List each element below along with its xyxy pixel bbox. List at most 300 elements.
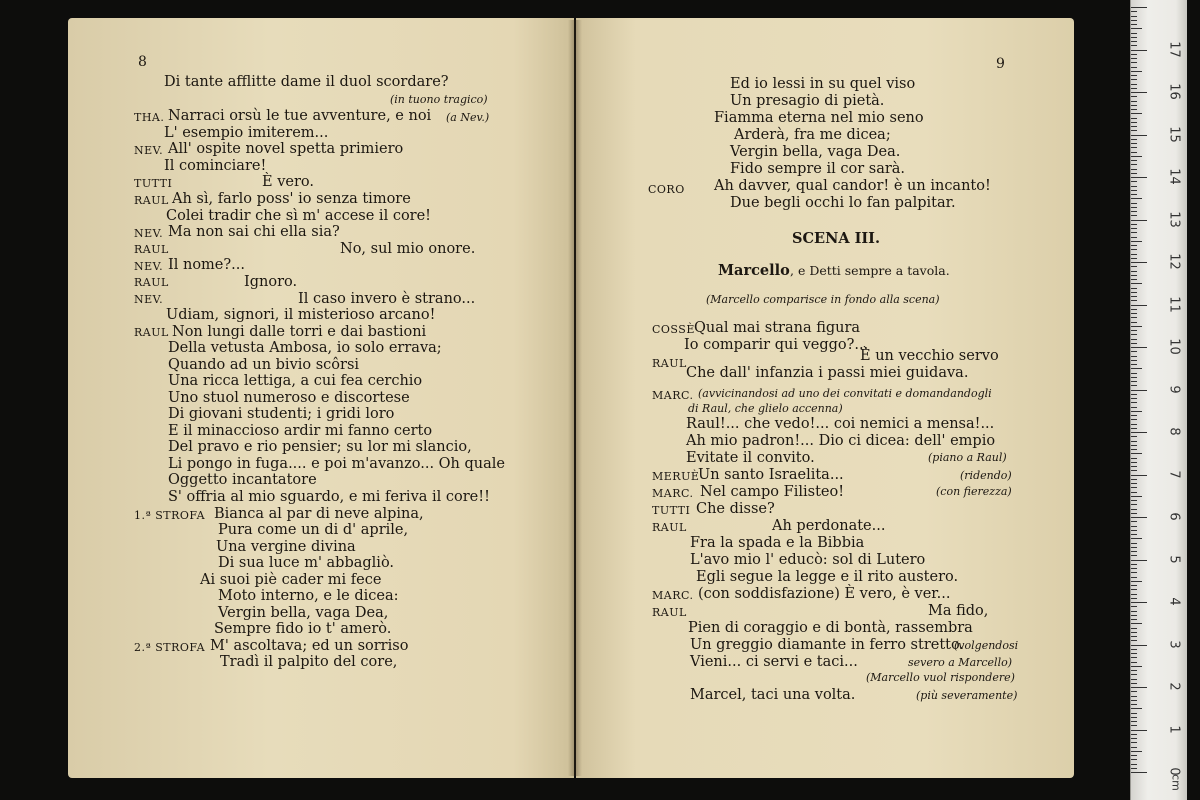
text-line: Non lungi dalle torri e dai bastioni — [172, 324, 427, 340]
ruler-tick — [1131, 177, 1147, 178]
ruler-tick — [1131, 594, 1137, 595]
speaker: TUTTI — [134, 177, 173, 190]
ruler-tick — [1131, 721, 1137, 722]
text-line: Un santo Israelita... — [698, 467, 844, 483]
ruler-tick — [1131, 207, 1137, 208]
ruler-tick — [1131, 759, 1137, 760]
speaker: MARC. — [652, 389, 694, 402]
text-line: Ed io lessi in su quel viso — [730, 76, 916, 92]
ruler-tick — [1131, 547, 1137, 548]
ruler-number: 1 — [1166, 724, 1182, 734]
ruler-tick — [1131, 113, 1142, 114]
ruler-number: 16 — [1166, 83, 1182, 100]
scene-heading: SCENA III. — [792, 230, 881, 247]
ruler-tick — [1131, 402, 1137, 403]
ruler-tick — [1131, 479, 1137, 480]
ruler-tick — [1131, 271, 1137, 272]
ruler-tick — [1131, 241, 1142, 242]
book-gutter — [568, 20, 582, 776]
ruler-tick — [1131, 509, 1137, 510]
ruler-tick — [1131, 7, 1147, 8]
text-line: Bianca al par di neve alpina, — [214, 506, 424, 522]
ruler-tick — [1131, 96, 1137, 97]
text-line: Che dall' infanzia i passi miei guidava. — [686, 365, 969, 381]
stage-direction: (ridendo) — [960, 469, 1012, 482]
ruler-tick — [1131, 232, 1137, 233]
ruler-tick — [1131, 560, 1147, 561]
ruler-tick — [1131, 186, 1137, 187]
ruler-tick — [1131, 598, 1137, 599]
ruler-tick — [1131, 398, 1137, 399]
text-line: Quando ad un bivio scôrsi — [168, 357, 360, 373]
ruler-number: 6 — [1166, 512, 1182, 521]
ruler-number: 4 — [1166, 597, 1182, 606]
ruler-tick — [1131, 521, 1137, 522]
ruler-tick — [1131, 228, 1137, 229]
ruler-tick — [1131, 143, 1137, 144]
ruler-tick — [1131, 581, 1142, 582]
text-line: Ah perdonate... — [772, 518, 886, 534]
ruler-number: 7 — [1166, 469, 1182, 479]
ruler-tick — [1131, 585, 1137, 586]
ruler-tick — [1131, 424, 1137, 425]
speaker: NEV. — [134, 144, 164, 157]
ruler-tick — [1131, 139, 1137, 140]
speaker: RAUL — [134, 243, 169, 256]
speaker: NEV. — [134, 227, 164, 240]
text-line: Di tante afflitte dame il duol scordare? — [164, 74, 449, 90]
ruler-tick — [1131, 747, 1137, 748]
ruler-number: 5 — [1166, 554, 1182, 564]
ruler-number: 9 — [1166, 384, 1182, 394]
text-line: Arderà, fra me dicea; — [734, 127, 891, 143]
ruler-tick — [1131, 41, 1137, 42]
text-line: Due begli occhi lo fan palpitar. — [730, 195, 956, 211]
ruler-tick — [1131, 577, 1137, 578]
ruler-tick — [1131, 640, 1137, 641]
ruler-tick — [1131, 330, 1137, 331]
ruler-tick — [1131, 283, 1142, 284]
ruler-tick — [1131, 79, 1137, 80]
ruler-tick — [1131, 364, 1137, 365]
stage-direction: di Raul, che glielo accenna) — [688, 402, 843, 415]
ruler-tick — [1131, 156, 1142, 157]
ruler-tick — [1131, 734, 1137, 735]
ruler-tick — [1131, 717, 1137, 718]
ruler-number: 8 — [1166, 427, 1182, 436]
ruler-tick — [1131, 343, 1137, 344]
ruler-tick — [1131, 37, 1137, 38]
text-line: Vieni... ci servi e taci... — [690, 654, 858, 670]
ruler-tick — [1131, 572, 1137, 573]
ruler-tick — [1131, 126, 1137, 127]
text-line: È un vecchio servo — [860, 348, 999, 364]
text-line: Che disse? — [696, 501, 775, 517]
stage-direction: (avvicinandosi ad uno dei convitati e domandandogli — [698, 387, 992, 400]
ruler-tick — [1131, 415, 1137, 416]
ruler-tick — [1131, 173, 1137, 174]
right-page — [576, 18, 1074, 778]
ruler-tick — [1131, 615, 1137, 616]
ruler-tick — [1131, 713, 1137, 714]
ruler-tick — [1131, 67, 1137, 68]
ruler-tick — [1131, 700, 1137, 701]
ruler-tick — [1131, 152, 1137, 153]
text-line: E il minaccioso ardir mi fanno certo — [168, 423, 433, 439]
speaker: RAUL — [134, 276, 169, 289]
ruler-tick — [1131, 551, 1137, 552]
ruler-tick — [1131, 279, 1137, 280]
ruler-tick — [1131, 674, 1137, 675]
stage-direction: (piano a Raul) — [928, 451, 1007, 464]
ruler-tick — [1131, 492, 1137, 493]
ruler-tick — [1131, 373, 1137, 374]
text-line: All' ospite novel spetta primiero — [168, 141, 404, 157]
ruler-tick — [1131, 470, 1137, 471]
ruler-tick — [1131, 11, 1137, 12]
text-line: Un presagio di pietà. — [730, 93, 885, 109]
ruler-tick — [1131, 466, 1137, 467]
ruler-tick — [1131, 411, 1142, 412]
text-line: Narraci orsù le tue avventure, e noi — [168, 108, 432, 124]
speaker: NEV. — [134, 260, 164, 273]
ruler-tick — [1131, 475, 1147, 476]
ruler-tick — [1131, 356, 1137, 357]
text-line: L'avo mio l' educò: sol di Lutero — [690, 552, 926, 568]
text-line: Una vergine divina — [216, 539, 356, 555]
stage-direction: (in tuono tragico) — [390, 93, 488, 106]
text-line: Un greggio diamante in ferro stretto. — [690, 637, 965, 653]
ruler-tick — [1131, 530, 1137, 531]
ruler-number: 11 — [1166, 295, 1182, 313]
ruler-tick — [1131, 326, 1142, 327]
text-line: L' esempio imiterem... — [164, 125, 329, 141]
ruler-tick — [1131, 696, 1137, 697]
text-line: Uno stuol numeroso e discortese — [168, 390, 410, 406]
text-line: Ignoro. — [244, 274, 298, 290]
ruler-tick — [1131, 92, 1147, 93]
ruler-tick — [1131, 679, 1137, 680]
ruler-tick — [1131, 394, 1137, 395]
text-line: Nel campo Filisteo! — [700, 484, 845, 500]
ruler-tick — [1131, 360, 1137, 361]
ruler-tick — [1131, 147, 1137, 148]
ruler-tick — [1131, 666, 1142, 667]
ruler-tick — [1131, 309, 1137, 310]
ruler-tick — [1131, 449, 1137, 450]
text-line: Marcel, taci una volta. — [690, 687, 856, 703]
text-line: Il caso invero è strano... — [298, 291, 476, 307]
ruler-tick — [1131, 555, 1137, 556]
speaker: CORO — [648, 183, 685, 196]
text-line: Di sua luce m' abbagliò. — [218, 555, 395, 571]
ruler-tick — [1131, 317, 1137, 318]
text-line: (con soddisfazione) È vero, è ver... — [698, 586, 951, 602]
ruler-tick — [1131, 441, 1137, 442]
text-line: Ma non sai chi ella sia? — [168, 224, 340, 240]
ruler-tick — [1131, 504, 1137, 505]
ruler-tick — [1131, 237, 1137, 238]
text-line: Il cominciare! — [164, 158, 267, 174]
left-page-number: 8 — [138, 54, 147, 70]
ruler-tick — [1131, 645, 1147, 646]
ruler-tick — [1131, 458, 1137, 459]
text-line: Vergin bella, vaga Dea. — [730, 144, 901, 160]
ruler-tick — [1131, 313, 1137, 314]
stage-direction: (più severamente) — [916, 689, 1018, 702]
text-line: È vero. — [262, 174, 314, 190]
ruler-tick — [1131, 33, 1137, 34]
speaker: MARC. — [652, 589, 694, 602]
ruler-number: 14 — [1166, 168, 1182, 185]
ruler-tick — [1131, 445, 1137, 446]
ruler-tick — [1131, 487, 1137, 488]
ruler-tick — [1131, 636, 1137, 637]
ruler-tick — [1131, 730, 1147, 731]
text-line: No, sul mio onore. — [340, 241, 476, 257]
ruler-tick — [1131, 704, 1137, 705]
ruler-tick — [1131, 203, 1137, 204]
ruler-tick — [1131, 288, 1137, 289]
ruler-tick — [1131, 75, 1137, 76]
text-line: Fido sempre il cor sarà. — [730, 161, 906, 177]
ruler-tick — [1131, 568, 1137, 569]
stage-direction: severo a Marcello) — [908, 656, 1013, 669]
ruler-tick — [1131, 254, 1137, 255]
ruler-tick — [1131, 322, 1137, 323]
ruler-tick — [1131, 24, 1137, 25]
text-line: Li pongo in fuga.... e poi m'avanzo... Oh quale — [168, 456, 505, 472]
ruler-tick — [1131, 20, 1137, 21]
ruler-tick — [1131, 296, 1137, 297]
ruler-tick — [1131, 772, 1147, 773]
ruler-tick — [1131, 708, 1142, 709]
stage-direction: (con fierezza) — [936, 485, 1012, 498]
ruler-tick — [1131, 62, 1137, 63]
text-line: Qual mai strana figura — [694, 320, 861, 336]
ruler-tick — [1131, 16, 1137, 17]
ruler-tick — [1131, 628, 1137, 629]
text-line: Pura come un di d' aprile, — [218, 522, 409, 538]
ruler-tick — [1131, 198, 1142, 199]
ruler-tick — [1131, 543, 1137, 544]
speaker: RAUL — [134, 194, 169, 207]
ruler-tick — [1131, 496, 1142, 497]
ruler-tick — [1131, 526, 1137, 527]
speaker: COSSÈ — [652, 323, 695, 336]
ruler-tick — [1131, 220, 1147, 221]
ruler-tick — [1131, 245, 1137, 246]
ruler-tick — [1131, 292, 1137, 293]
text-line: Io comparir qui veggo?... — [684, 337, 869, 353]
ruler-tick — [1131, 538, 1142, 539]
text-line: Sempre fido io t' amerò. — [214, 621, 392, 637]
text-line: M' ascoltava; ed un sorriso — [210, 638, 409, 654]
text-line: Del pravo e rio pensier; su lor mi slancio, — [168, 439, 472, 455]
stage-direction: (a Nev.) — [446, 111, 490, 124]
ruler-tick — [1131, 351, 1137, 352]
ruler-tick — [1131, 436, 1137, 437]
ruler-tick — [1131, 181, 1137, 182]
stage-direction: (volgendosi — [954, 639, 1019, 652]
measuring-ruler — [1130, 0, 1187, 800]
ruler-tick — [1131, 377, 1137, 378]
ruler-tick — [1131, 28, 1142, 29]
ruler-tick — [1131, 419, 1137, 420]
ruler-tick — [1131, 611, 1137, 612]
ruler-tick — [1131, 300, 1137, 301]
ruler-tick — [1131, 71, 1142, 72]
ruler-tick — [1131, 385, 1137, 386]
scene-note: , e Detti sempre a tavola. — [790, 263, 950, 278]
text-line: Tradì il palpito del core, — [220, 654, 398, 670]
speaker: NEV. — [134, 293, 164, 306]
ruler-tick — [1131, 275, 1137, 276]
ruler-tick — [1131, 483, 1137, 484]
ruler-tick — [1131, 564, 1137, 565]
speaker: THA. — [134, 111, 165, 124]
ruler-tick — [1131, 725, 1137, 726]
ruler-tick — [1131, 249, 1137, 250]
speaker: MARC. — [652, 487, 694, 500]
ruler-tick — [1131, 224, 1137, 225]
ruler-tick — [1131, 755, 1137, 756]
ruler-tick — [1131, 58, 1137, 59]
ruler-tick — [1131, 190, 1137, 191]
ruler-tick — [1131, 589, 1137, 590]
text-line: Moto interno, e le dicea: — [218, 588, 399, 604]
ruler-tick — [1131, 768, 1137, 769]
verse-label: 2.ª STROFA — [134, 641, 206, 654]
text-line: Pien di coraggio e di bontà, rassembra — [688, 620, 973, 636]
ruler-tick — [1131, 258, 1137, 259]
ruler-tick — [1131, 619, 1137, 620]
ruler-tick — [1131, 738, 1137, 739]
ruler-tick — [1131, 211, 1137, 212]
speaker: RAUL — [652, 357, 687, 370]
verse-label: 1.ª STROFA — [134, 509, 206, 522]
ruler-number: 0 — [1166, 767, 1182, 776]
ruler-tick — [1131, 602, 1147, 603]
ruler-tick — [1131, 105, 1137, 106]
speaker: RAUL — [652, 521, 687, 534]
speaker: RAUL — [652, 606, 687, 619]
text-line: Una ricca lettiga, a cui fea cerchio — [168, 373, 423, 389]
ruler-tick — [1131, 742, 1137, 743]
text-line: Udiam, signori, il misterioso arcano! — [166, 307, 436, 323]
ruler-tick — [1131, 262, 1147, 263]
text-line: Vergin bella, vaga Dea, — [218, 605, 389, 621]
ruler-tick — [1131, 462, 1137, 463]
text-line: Ah davver, qual candor! è un incanto! — [714, 178, 991, 194]
ruler-tick — [1131, 534, 1137, 535]
ruler-tick — [1131, 122, 1137, 123]
character-name: Marcello — [718, 262, 790, 279]
ruler-tick — [1131, 751, 1142, 752]
speaker: MERUÈ — [652, 470, 700, 483]
ruler-tick — [1131, 683, 1137, 684]
ruler-tick — [1131, 649, 1137, 650]
ruler-tick — [1131, 164, 1137, 165]
right-page-number: 9 — [996, 56, 1005, 72]
text-line: Colei tradir che sì m' accese il core! — [166, 208, 432, 224]
ruler-tick — [1131, 687, 1147, 688]
ruler-tick — [1131, 691, 1137, 692]
ruler-tick — [1131, 428, 1137, 429]
ruler-number: 10 — [1166, 338, 1182, 355]
ruler-tick — [1131, 432, 1147, 433]
ruler-tick — [1131, 334, 1137, 335]
ruler-tick — [1131, 662, 1137, 663]
ruler-tick — [1131, 305, 1147, 306]
text-line: Fra la spada e la Bibbia — [690, 535, 865, 551]
ruler-tick — [1131, 101, 1137, 102]
ruler-number: 17 — [1166, 40, 1182, 58]
ruler-tick — [1131, 368, 1142, 369]
ruler-tick — [1131, 390, 1147, 391]
ruler-tick — [1131, 118, 1137, 119]
ruler-number: 12 — [1166, 253, 1182, 270]
ruler-tick — [1131, 45, 1137, 46]
text-line: Ah sì, farlo poss' io senza timore — [172, 191, 411, 207]
ruler-tick — [1131, 50, 1147, 51]
ruler-tick — [1131, 764, 1137, 765]
text-line: S' offria al mio sguardo, e mi feriva il core!! — [168, 489, 490, 505]
ruler-unit: cm — [1169, 774, 1183, 791]
ruler-tick — [1131, 670, 1137, 671]
text-line: Il nome?... — [168, 257, 245, 273]
speaker: RAUL — [134, 326, 169, 339]
text-line: Raul!... che vedo!... coi nemici a mensa!... — [686, 416, 995, 432]
text-line: Fiamma eterna nel mio seno — [714, 110, 924, 126]
ruler-tick — [1131, 194, 1137, 195]
text-line: Di giovani studenti; i gridi loro — [168, 406, 395, 422]
ruler-tick — [1131, 653, 1137, 654]
ruler-tick — [1131, 160, 1137, 161]
ruler-tick — [1131, 88, 1137, 89]
ruler-number: 13 — [1166, 210, 1182, 228]
ruler-tick — [1131, 513, 1137, 514]
ruler-tick — [1131, 453, 1142, 454]
stage-direction: (Marcello vuol rispondere) — [866, 671, 1015, 684]
text-line: Ma fido, — [928, 603, 989, 619]
ruler-number: 15 — [1166, 125, 1182, 143]
text-line: Ah mio padron!... Dio ci dicea: dell' empio — [686, 433, 996, 449]
ruler-tick — [1131, 339, 1137, 340]
ruler-tick — [1131, 623, 1142, 624]
ruler-tick — [1131, 381, 1137, 382]
text-line: Evitate il convito. — [686, 450, 815, 466]
ruler-tick — [1131, 657, 1137, 658]
text-line: Egli segue la legge e il rito austero. — [696, 569, 959, 585]
ruler-tick — [1131, 347, 1147, 348]
ruler-tick — [1131, 606, 1137, 607]
ruler-tick — [1131, 215, 1137, 216]
ruler-tick — [1131, 632, 1137, 633]
ruler-tick — [1131, 54, 1137, 55]
ruler-tick — [1131, 500, 1137, 501]
ruler-tick — [1131, 169, 1137, 170]
left-page — [68, 18, 574, 778]
text-line: Della vetusta Ambosa, io solo errava; — [168, 340, 442, 356]
text-line: Ai suoi piè cader mi fece — [200, 572, 382, 588]
ruler-tick — [1131, 109, 1137, 110]
stage-direction: (Marcello comparisce in fondo alla scena) — [706, 293, 940, 306]
ruler-tick — [1131, 407, 1137, 408]
ruler-tick — [1131, 266, 1137, 267]
ruler-tick — [1131, 517, 1147, 518]
ruler-number: 2 — [1166, 682, 1182, 691]
